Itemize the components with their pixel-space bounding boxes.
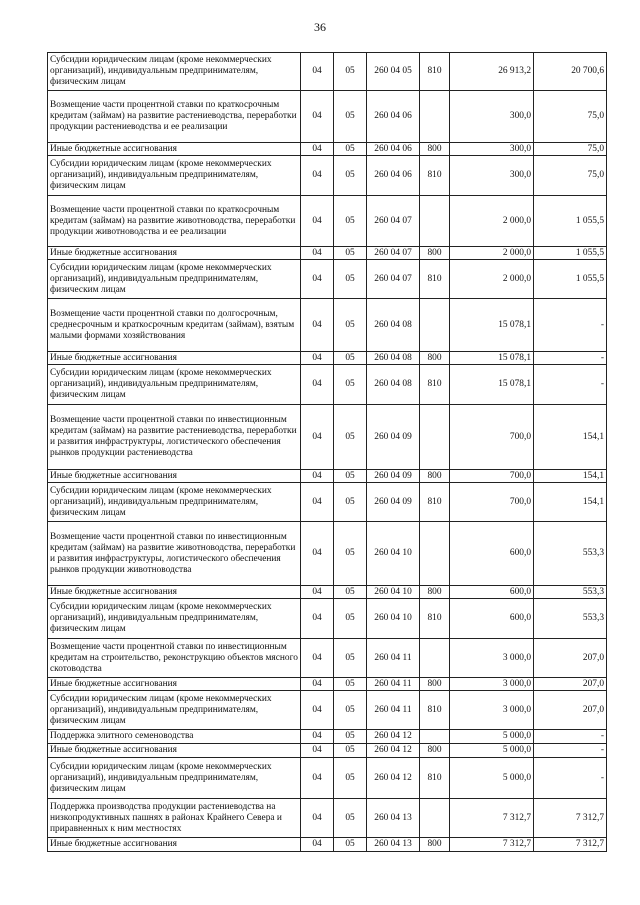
table-row xyxy=(48,405,607,470)
row-target-article: 260 04 09 xyxy=(367,405,420,470)
row-expense-type xyxy=(420,639,450,678)
row-amount-plan: 700,0 xyxy=(450,470,534,483)
table-row xyxy=(48,196,607,247)
table-row xyxy=(48,758,607,799)
row-expense-type xyxy=(420,299,450,352)
row-section: 04 xyxy=(301,91,334,143)
row-name: Субсидии юридическим лицам (кроме некоммерческих организаций), индивидуальным предпринимателям, физическим лицам xyxy=(48,365,301,405)
row-name: Возмещение части процентной ставки по краткосрочным кредитам (займам) на развитие растениеводства, переработки продукции растениеводства и ее реализации xyxy=(48,91,301,143)
row-expense-type: 810 xyxy=(420,599,450,639)
row-name: Иные бюджетные ассигнования xyxy=(48,143,301,156)
row-amount-plan: 15 078,1 xyxy=(450,352,534,365)
row-subsection: 05 xyxy=(334,143,367,156)
row-subsection: 05 xyxy=(334,599,367,639)
row-amount-actual: - xyxy=(534,730,607,744)
row-subsection: 05 xyxy=(334,586,367,599)
row-target-article: 260 04 06 xyxy=(367,143,420,156)
row-name: Иные бюджетные ассигнования xyxy=(48,470,301,483)
row-amount-plan: 15 078,1 xyxy=(450,299,534,352)
row-section: 04 xyxy=(301,156,334,196)
row-target-article: 260 04 13 xyxy=(367,799,420,838)
row-target-article: 260 04 11 xyxy=(367,639,420,678)
row-expense-type: 810 xyxy=(420,365,450,405)
table-row xyxy=(48,639,607,678)
row-amount-actual: 75,0 xyxy=(534,91,607,143)
row-amount-plan: 15 078,1 xyxy=(450,365,534,405)
row-amount-actual: 207,0 xyxy=(534,678,607,691)
table-row xyxy=(48,838,607,852)
row-target-article: 260 04 09 xyxy=(367,483,420,522)
row-amount-plan: 26 913,2 xyxy=(450,53,534,91)
table-row xyxy=(48,260,607,299)
table-row xyxy=(48,53,607,91)
row-subsection: 05 xyxy=(334,799,367,838)
row-subsection: 05 xyxy=(334,91,367,143)
table-row xyxy=(48,599,607,639)
row-target-article: 260 04 06 xyxy=(367,156,420,196)
row-expense-type: 800 xyxy=(420,678,450,691)
table-row xyxy=(48,744,607,758)
row-subsection: 05 xyxy=(334,247,367,260)
row-section: 04 xyxy=(301,730,334,744)
row-target-article: 260 04 09 xyxy=(367,470,420,483)
table-row xyxy=(48,522,607,586)
row-section: 04 xyxy=(301,260,334,299)
row-expense-type: 810 xyxy=(420,691,450,730)
row-target-article: 260 04 10 xyxy=(367,522,420,586)
row-amount-actual: 1 055,5 xyxy=(534,196,607,247)
row-section: 04 xyxy=(301,196,334,247)
row-section: 04 xyxy=(301,678,334,691)
row-expense-type: 810 xyxy=(420,156,450,196)
row-target-article: 260 04 13 xyxy=(367,838,420,852)
row-amount-plan: 2 000,0 xyxy=(450,260,534,299)
row-subsection: 05 xyxy=(334,758,367,799)
row-name: Возмещение части процентной ставки по краткосрочным кредитам (займам) на развитие животноводства, переработки продукции животноводства и ее реализации xyxy=(48,196,301,247)
row-subsection: 05 xyxy=(334,730,367,744)
row-target-article: 260 04 08 xyxy=(367,365,420,405)
row-name: Субсидии юридическим лицам (кроме некоммерческих организаций), индивидуальным предпринимателям, физическим лицам xyxy=(48,691,301,730)
row-amount-actual: 154,1 xyxy=(534,483,607,522)
table-row xyxy=(48,143,607,156)
row-name: Иные бюджетные ассигнования xyxy=(48,586,301,599)
row-expense-type: 800 xyxy=(420,143,450,156)
row-name: Возмещение части процентной ставки по долгосрочным, среднесрочным и краткосрочным кредитам (займам), взятым малыми формами хозяйствования xyxy=(48,299,301,352)
row-subsection: 05 xyxy=(334,522,367,586)
row-subsection: 05 xyxy=(334,53,367,91)
row-amount-actual: - xyxy=(534,758,607,799)
row-name: Иные бюджетные ассигнования xyxy=(48,678,301,691)
row-name: Субсидии юридическим лицам (кроме некоммерческих организаций), индивидуальным предпринимателям, физическим лицам xyxy=(48,483,301,522)
row-amount-plan: 7 312,7 xyxy=(450,838,534,852)
table-row xyxy=(48,352,607,365)
row-amount-actual: 207,0 xyxy=(534,691,607,730)
row-target-article: 260 04 08 xyxy=(367,299,420,352)
row-amount-actual: 154,1 xyxy=(534,405,607,470)
row-amount-plan: 300,0 xyxy=(450,156,534,196)
row-section: 04 xyxy=(301,143,334,156)
row-target-article: 260 04 11 xyxy=(367,691,420,730)
table-row xyxy=(48,799,607,838)
row-expense-type xyxy=(420,91,450,143)
table-row xyxy=(48,691,607,730)
row-expense-type xyxy=(420,405,450,470)
row-name: Иные бюджетные ассигнования xyxy=(48,838,301,852)
row-amount-actual: 7 312,7 xyxy=(534,799,607,838)
budget-table xyxy=(47,52,607,852)
row-subsection: 05 xyxy=(334,483,367,522)
row-target-article: 260 04 08 xyxy=(367,352,420,365)
row-name: Субсидии юридическим лицам (кроме некоммерческих организаций), индивидуальным предпринимателям, физическим лицам xyxy=(48,599,301,639)
table-row xyxy=(48,365,607,405)
table-row xyxy=(48,483,607,522)
row-target-article: 260 04 07 xyxy=(367,247,420,260)
row-section: 04 xyxy=(301,352,334,365)
row-name: Поддержка производства продукции растениеводства на низкопродуктивных пашнях в районах Крайнего Севера и приравненных к ним местностях xyxy=(48,799,301,838)
row-amount-actual: 553,3 xyxy=(534,522,607,586)
row-section: 04 xyxy=(301,799,334,838)
row-target-article: 260 04 12 xyxy=(367,730,420,744)
row-amount-actual: 75,0 xyxy=(534,156,607,196)
table-row xyxy=(48,730,607,744)
row-section: 04 xyxy=(301,691,334,730)
table-row xyxy=(48,470,607,483)
row-section: 04 xyxy=(301,599,334,639)
row-expense-type xyxy=(420,522,450,586)
budget-table-body xyxy=(48,53,607,852)
row-name: Субсидии юридическим лицам (кроме некоммерческих организаций), индивидуальным предпринимателям, физическим лицам xyxy=(48,156,301,196)
row-amount-actual: 7 312,7 xyxy=(534,838,607,852)
row-amount-plan: 700,0 xyxy=(450,405,534,470)
row-amount-plan: 600,0 xyxy=(450,586,534,599)
row-name: Субсидии юридическим лицам (кроме некоммерческих организаций), индивидуальным предпринимателям, физическим лицам xyxy=(48,758,301,799)
row-name: Возмещение части процентной ставки по инвестиционным кредитам на строительство, реконструкцию объектов мясного скотоводства xyxy=(48,639,301,678)
row-amount-plan: 300,0 xyxy=(450,143,534,156)
row-amount-actual: - xyxy=(534,744,607,758)
row-section: 04 xyxy=(301,522,334,586)
row-expense-type: 800 xyxy=(420,352,450,365)
row-amount-actual: - xyxy=(534,352,607,365)
row-expense-type: 810 xyxy=(420,483,450,522)
row-expense-type: 800 xyxy=(420,470,450,483)
row-subsection: 05 xyxy=(334,365,367,405)
row-expense-type xyxy=(420,196,450,247)
row-amount-actual: 553,3 xyxy=(534,586,607,599)
row-expense-type xyxy=(420,799,450,838)
row-amount-actual: 207,0 xyxy=(534,639,607,678)
row-expense-type xyxy=(420,730,450,744)
row-amount-plan: 5 000,0 xyxy=(450,744,534,758)
row-section: 04 xyxy=(301,758,334,799)
row-expense-type: 800 xyxy=(420,744,450,758)
table-row xyxy=(48,586,607,599)
row-target-article: 260 04 07 xyxy=(367,196,420,247)
row-amount-plan: 2 000,0 xyxy=(450,196,534,247)
row-section: 04 xyxy=(301,586,334,599)
row-amount-actual: 75,0 xyxy=(534,143,607,156)
row-expense-type: 800 xyxy=(420,586,450,599)
row-amount-plan: 600,0 xyxy=(450,522,534,586)
table-row xyxy=(48,156,607,196)
row-name: Иные бюджетные ассигнования xyxy=(48,247,301,260)
row-amount-plan: 3 000,0 xyxy=(450,639,534,678)
row-subsection: 05 xyxy=(334,156,367,196)
row-name: Поддержка элитного семеноводства xyxy=(48,730,301,744)
row-expense-type: 810 xyxy=(420,758,450,799)
row-section: 04 xyxy=(301,639,334,678)
row-section: 04 xyxy=(301,483,334,522)
row-target-article: 260 04 06 xyxy=(367,91,420,143)
row-target-article: 260 04 12 xyxy=(367,758,420,799)
row-amount-actual: 1 055,5 xyxy=(534,260,607,299)
row-name: Субсидии юридическим лицам (кроме некоммерческих организаций), индивидуальным предпринимателям, физическим лицам xyxy=(48,260,301,299)
row-amount-actual: 154,1 xyxy=(534,470,607,483)
row-section: 04 xyxy=(301,53,334,91)
row-target-article: 260 04 12 xyxy=(367,744,420,758)
row-name: Возмещение части процентной ставки по инвестиционным кредитам (займам) на развитие растениеводства, переработки и развития инфраструктуры, логистического обеспечения рынков продукции растениеводства xyxy=(48,405,301,470)
row-subsection: 05 xyxy=(334,405,367,470)
row-amount-plan: 2 000,0 xyxy=(450,247,534,260)
table-row xyxy=(48,91,607,143)
row-subsection: 05 xyxy=(334,470,367,483)
row-expense-type: 810 xyxy=(420,260,450,299)
row-amount-plan: 7 312,7 xyxy=(450,799,534,838)
row-amount-plan: 5 000,0 xyxy=(450,758,534,799)
row-amount-plan: 5 000,0 xyxy=(450,730,534,744)
row-name: Иные бюджетные ассигнования xyxy=(48,744,301,758)
row-expense-type: 810 xyxy=(420,53,450,91)
row-section: 04 xyxy=(301,405,334,470)
row-subsection: 05 xyxy=(334,838,367,852)
row-subsection: 05 xyxy=(334,299,367,352)
row-subsection: 05 xyxy=(334,744,367,758)
table-row xyxy=(48,247,607,260)
row-section: 04 xyxy=(301,365,334,405)
row-subsection: 05 xyxy=(334,352,367,365)
row-name: Иные бюджетные ассигнования xyxy=(48,352,301,365)
row-section: 04 xyxy=(301,299,334,352)
row-amount-actual: 1 055,5 xyxy=(534,247,607,260)
row-subsection: 05 xyxy=(334,639,367,678)
row-amount-actual: 20 700,6 xyxy=(534,53,607,91)
row-amount-actual: - xyxy=(534,365,607,405)
table-row xyxy=(48,299,607,352)
row-amount-plan: 300,0 xyxy=(450,91,534,143)
row-expense-type: 800 xyxy=(420,838,450,852)
row-amount-plan: 600,0 xyxy=(450,599,534,639)
row-name: Возмещение части процентной ставки по инвестиционным кредитам (займам) на развитие животноводства, переработки и развития инфраструктуры, логистического обеспечения рынков продукции животноводства xyxy=(48,522,301,586)
table-row xyxy=(48,678,607,691)
row-amount-plan: 3 000,0 xyxy=(450,691,534,730)
row-subsection: 05 xyxy=(334,691,367,730)
row-subsection: 05 xyxy=(334,678,367,691)
row-amount-plan: 700,0 xyxy=(450,483,534,522)
row-section: 04 xyxy=(301,470,334,483)
row-section: 04 xyxy=(301,838,334,852)
row-target-article: 260 04 11 xyxy=(367,678,420,691)
row-amount-actual: - xyxy=(534,299,607,352)
row-section: 04 xyxy=(301,247,334,260)
row-amount-actual: 553,3 xyxy=(534,599,607,639)
row-expense-type: 800 xyxy=(420,247,450,260)
row-amount-plan: 3 000,0 xyxy=(450,678,534,691)
row-target-article: 260 04 10 xyxy=(367,599,420,639)
row-target-article: 260 04 05 xyxy=(367,53,420,91)
row-section: 04 xyxy=(301,744,334,758)
row-subsection: 05 xyxy=(334,260,367,299)
row-target-article: 260 04 10 xyxy=(367,586,420,599)
row-target-article: 260 04 07 xyxy=(367,260,420,299)
row-name: Субсидии юридическим лицам (кроме некоммерческих организаций), индивидуальным предпринимателям, физическим лицам xyxy=(48,53,301,91)
page-number: 36 xyxy=(314,20,326,34)
row-subsection: 05 xyxy=(334,196,367,247)
